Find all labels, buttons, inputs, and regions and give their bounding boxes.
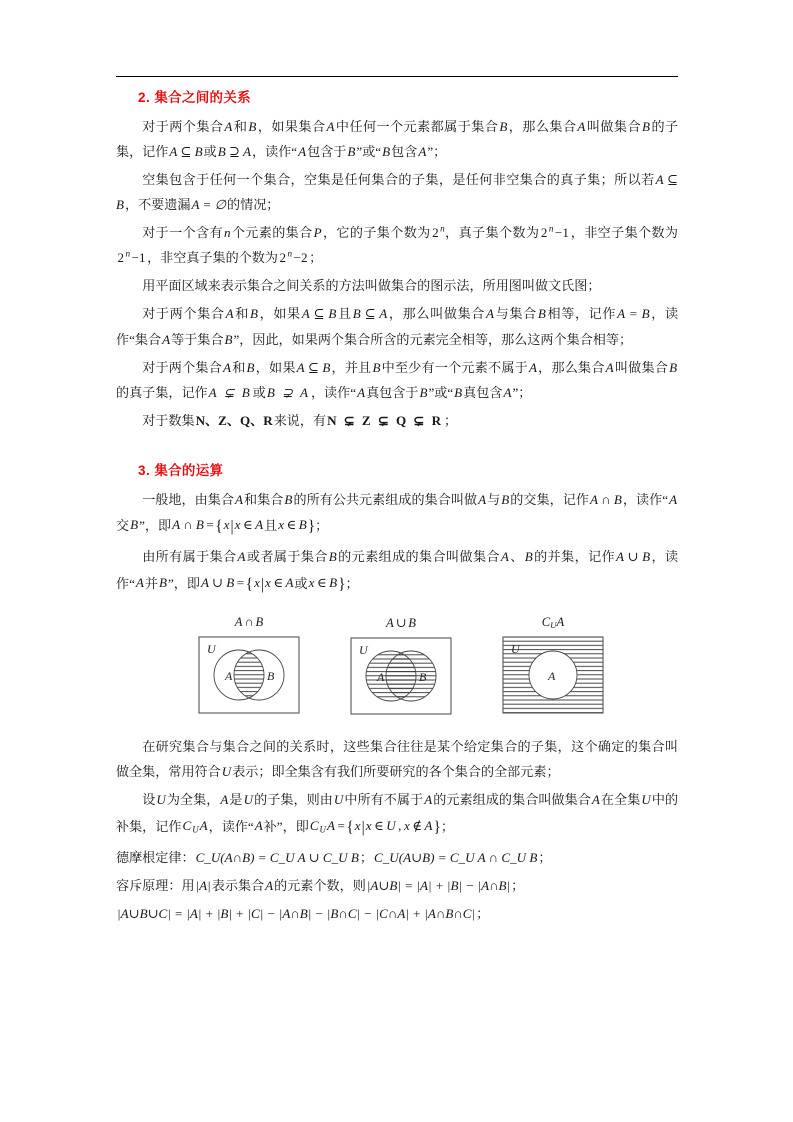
t: 对于数集	[142, 412, 195, 428]
math-complement-subscript-U: U	[319, 824, 326, 835]
math-B: B	[224, 331, 233, 347]
venn-set-b-label: B	[419, 670, 427, 685]
math-U: U	[641, 792, 651, 808]
math-A: A	[605, 359, 614, 375]
math-A: A	[162, 331, 171, 347]
math-A: A	[669, 491, 678, 507]
math-propersupset-BA: B ⊋ A	[266, 384, 310, 400]
caption-set-a: A	[234, 615, 243, 630]
t: ，那么集合	[537, 359, 605, 375]
math-A: A	[486, 306, 495, 322]
t: 在研究集合与集合之间的关系时，这些集合往往是某个给定集合的子集，这个确定的集合叫做全集，常用符合	[116, 739, 678, 780]
math-such-that-bar: |	[361, 818, 365, 836]
venn-diagram-complement	[501, 615, 605, 716]
t: ，不要遗漏	[125, 196, 191, 212]
math-inclusion-exclusion-2: |A∪B| = |A| + |B| − |A∩B|	[366, 878, 511, 894]
math-x: x	[265, 575, 271, 591]
t: ，并且	[331, 359, 372, 375]
math-B: B	[130, 517, 139, 533]
math-equals: =	[236, 575, 245, 591]
t: 在全集	[600, 792, 641, 808]
t: ，如果	[255, 359, 296, 375]
math-subset-BA: B ⊆ A	[352, 306, 388, 322]
t: 对于两个集合	[142, 359, 222, 375]
t: 的子集，则由	[254, 792, 333, 808]
t: ，读作“	[252, 143, 298, 159]
math-two: 2	[279, 250, 287, 266]
top-horizontal-rule	[116, 76, 678, 77]
t: ”；	[512, 384, 532, 400]
t: 中至少有一个元素不属于	[381, 359, 528, 375]
math-A: A	[220, 792, 229, 808]
math-A: A	[577, 118, 586, 134]
math-A-cup-B: A ∪ B	[616, 549, 651, 565]
t: ”，即	[139, 517, 172, 533]
section-spacer	[116, 436, 678, 462]
math-inclusion-exclusion-3: |A∪B∪C| = |A| + |B| + |C| − |A∩B| − |B∩C| − |C∩A| + |A∩B∩C|	[117, 906, 476, 922]
math-U: U	[156, 792, 166, 808]
section-title-2: 集合之间的关系	[154, 90, 251, 105]
math-x: x	[403, 818, 410, 834]
math-two: 2	[117, 250, 125, 266]
math-de-morgan-law-1	[195, 850, 360, 865]
t: ；	[511, 878, 525, 894]
t: ；	[345, 575, 359, 591]
math-equals: =	[337, 818, 345, 834]
t: 是	[229, 792, 243, 808]
venn-caption-complement	[542, 615, 564, 630]
math-U: U	[386, 818, 396, 834]
t: ，非空子集个数为	[570, 225, 679, 241]
math-minus-one: −1	[554, 225, 569, 241]
t: 的元素个数，则	[274, 878, 366, 894]
intersection-icon: ∩	[244, 615, 254, 630]
t: ，那么集合	[508, 118, 577, 134]
math-cardinality-A: |A|	[195, 878, 211, 894]
math-A: A	[424, 818, 433, 834]
math-B: B	[347, 143, 356, 159]
math-x: x	[308, 575, 315, 591]
math-A-cup-B: A ∪ B	[201, 575, 235, 591]
t: 的元素组成的集合叫做集合	[433, 792, 591, 808]
venn-diagram-row	[116, 615, 678, 716]
math-B: B	[537, 306, 546, 322]
t: 的所有公共元素组成的集合叫做	[293, 491, 478, 507]
math-A: A	[478, 491, 487, 507]
math-A-equals-B: A = B	[617, 306, 650, 322]
math-exponent-n: n	[548, 223, 554, 234]
paragraph-inclusion-exclusion	[116, 873, 678, 898]
math-A: A	[285, 575, 294, 591]
t: ，读作“	[622, 491, 669, 507]
t: ，读作“	[208, 818, 254, 834]
t: 补”，即	[263, 818, 309, 834]
math-U: U	[333, 792, 344, 808]
paragraph-set-equality	[116, 301, 678, 351]
caption-set-b: B	[408, 616, 416, 631]
t: ，它的子集个数为	[322, 225, 431, 241]
math-P: P	[313, 225, 322, 241]
math-A: A	[237, 549, 246, 565]
t-and: 且	[264, 517, 278, 533]
math-B: B	[669, 359, 678, 375]
t: ；	[309, 250, 323, 266]
t: 由所有属于集合	[142, 549, 237, 565]
t: ；	[440, 818, 454, 834]
math-A-cap-B: A ∩ B	[172, 517, 204, 533]
t: 的并集，记作	[533, 549, 616, 565]
t: 叫做集合	[586, 118, 641, 134]
math-minus-two: −2	[293, 250, 308, 266]
math-B: B	[501, 491, 510, 507]
t: 中的补集，记作	[116, 792, 679, 834]
math-comma: ,	[398, 818, 402, 834]
t: ，读作“	[310, 384, 357, 400]
t: 对于一个含有	[142, 225, 223, 241]
math-A: A	[254, 818, 263, 834]
math-B: B	[246, 359, 255, 375]
math-subset-AB: A ⊆ B	[116, 171, 678, 212]
venn-set-b-label: B	[267, 669, 275, 684]
t: 空集包含于任何一个集合，空集是任何集合的子集，是任何非空集合的真子集；所以若	[142, 171, 655, 187]
math-A: A	[418, 143, 427, 159]
t: ，如果集合	[257, 118, 326, 134]
de-morgan-law-2-text: C_U(A∪B) = C_U A ∩ C_U B	[374, 850, 538, 866]
math-x: x	[365, 818, 372, 834]
de-morgan-label: 德摩根定律：	[116, 850, 195, 866]
t: ，那么叫做集合	[388, 306, 486, 322]
paragraph-number-sets	[116, 408, 678, 433]
t: 或	[252, 384, 266, 400]
math-B: B	[248, 118, 257, 134]
t: ；	[315, 517, 329, 533]
t: ，读作“	[116, 549, 679, 591]
math-element-of: ∈	[242, 517, 253, 533]
section-number-3: 3.	[138, 463, 151, 479]
t: 或	[203, 143, 217, 159]
math-U: U	[221, 764, 232, 780]
caption-set-a: A	[386, 616, 394, 631]
section-heading-2	[116, 89, 678, 107]
paragraph-union-definition	[116, 544, 678, 599]
math-such-that-bar: |	[230, 517, 234, 535]
math-A: A	[500, 549, 509, 565]
paragraph-proper-subset	[116, 355, 678, 405]
t: 真包含于	[366, 384, 419, 400]
t: ”，因此，如果两个集合所含的元素完全相等，那么这两个集合相等；	[233, 331, 633, 347]
paragraph-subset-counts	[116, 220, 678, 270]
math-A: A	[135, 575, 144, 591]
math-exponent-n: n	[125, 248, 131, 259]
t: 和	[234, 306, 249, 322]
math-two: 2	[432, 225, 439, 241]
math-number-sets: N、Z、Q、R	[195, 412, 273, 428]
t: ，如果	[258, 306, 301, 322]
paragraph-subset-definition	[116, 114, 678, 164]
t: ；	[476, 906, 490, 922]
math-subset-AB: A ⊆ B	[169, 143, 203, 159]
math-B: B	[372, 359, 381, 375]
t: 和	[232, 359, 246, 375]
venn-svg-intersection	[197, 635, 301, 715]
caption-set-a: A	[556, 615, 565, 630]
math-B: B	[298, 517, 307, 533]
math-B: B	[249, 306, 258, 322]
venn-caption-union	[386, 615, 416, 631]
math-two: 2	[540, 225, 548, 241]
t: 相等，记作	[546, 306, 617, 322]
t: 中任何一个元素都属于集合	[335, 118, 499, 134]
math-B: B	[284, 491, 293, 507]
math-equals: =	[206, 517, 214, 533]
math-A: A	[424, 792, 433, 808]
paragraph-intersection-definition	[116, 487, 678, 542]
t: ”，即	[168, 575, 200, 591]
math-complement-C: C	[309, 818, 319, 834]
t: 或者属于集合	[246, 549, 328, 565]
t: ”或“	[356, 143, 382, 159]
math-minus-one: −1	[131, 250, 146, 266]
math-propersubset-AB: A ⊊ B	[208, 384, 252, 400]
t: 的子集，记作	[116, 118, 679, 159]
math-A: A	[326, 818, 335, 834]
caption-complement-c: C	[541, 615, 551, 630]
math-A: A	[298, 143, 307, 159]
math-B: B	[419, 384, 428, 400]
t: 交	[116, 517, 130, 533]
paragraph-universal-set	[116, 734, 678, 784]
t: ”；	[427, 143, 447, 159]
t: 包含	[391, 143, 418, 159]
math-B: B	[499, 118, 508, 134]
t: 个元素的集合	[231, 225, 313, 241]
math-brace-open: {	[215, 517, 223, 535]
math-complement-C: C	[182, 818, 192, 834]
math-A: A	[357, 384, 366, 400]
math-de-morgan-law-2	[373, 850, 538, 865]
math-brace-close: }	[307, 517, 316, 535]
math-n: n	[223, 225, 231, 241]
t: 真包含	[463, 384, 503, 400]
section-title-3: 集合的运算	[154, 463, 224, 479]
t: ，读作“集合	[116, 306, 679, 347]
math-B: B	[454, 384, 463, 400]
math-A: A	[199, 818, 208, 834]
math-number-set-chain: N ⊊ Z ⊊ Q ⊊ R	[327, 412, 443, 428]
math-such-that-bar: |	[260, 575, 264, 593]
math-U: U	[243, 792, 254, 808]
section-number-2: 2.	[138, 90, 151, 105]
venn-set-a-label: A	[225, 669, 233, 684]
t: 叫做集合	[614, 359, 669, 375]
math-A: A	[223, 359, 231, 375]
math-subset-AB: A ⊆ B	[301, 306, 337, 322]
t: 且	[337, 306, 352, 322]
paragraph-empty-set	[116, 167, 678, 217]
t: 设	[142, 792, 156, 808]
t: 与	[487, 491, 501, 507]
math-A: A	[503, 384, 512, 400]
t: 表示；即全集含有我们所要研究的各个集合的全部元素；	[232, 764, 560, 780]
section-heading-3	[116, 462, 678, 480]
t: ；	[359, 850, 374, 866]
venn-universe-label: U	[207, 642, 216, 657]
venn-universe-label: U	[511, 642, 520, 657]
venn-diagram-union	[349, 615, 453, 716]
math-A: A	[224, 118, 233, 134]
math-B: B	[328, 549, 337, 565]
math-A: A	[326, 118, 335, 134]
math-A: A	[235, 491, 244, 507]
t: 一般地，由集合	[142, 491, 235, 507]
de-morgan-law-1-text: C_U(A∩B) = C_U A ∪ C_U B	[195, 850, 359, 866]
t: 的真子集，记作	[116, 384, 208, 400]
math-A: A	[265, 878, 274, 894]
t: 与集合	[495, 306, 537, 322]
math-complement-subscript-U: U	[192, 824, 199, 835]
math-A: A	[255, 517, 264, 533]
math-supset-BA: B ⊇ A	[217, 143, 252, 159]
t-or: 或	[294, 575, 308, 591]
math-subset-AB: A ⊆ B	[296, 359, 331, 375]
t: 表示集合	[211, 878, 265, 894]
t: 的情况；	[227, 196, 280, 212]
union-icon: ∪	[395, 616, 407, 631]
venn-set-a-label: A	[548, 669, 556, 684]
math-x: x	[278, 517, 284, 533]
t: ，真子集个数为	[444, 225, 540, 241]
math-element-of: ∈	[374, 818, 384, 834]
t: 和集合	[244, 491, 284, 507]
math-brace-close: }	[338, 575, 346, 593]
t: 对于两个集合	[142, 118, 224, 134]
math-element-of: ∈	[273, 575, 284, 591]
caption-universe-subscript: U	[550, 619, 557, 630]
venn-svg-union	[349, 636, 453, 716]
t: 来说，有	[273, 412, 327, 428]
math-brace-open: {	[346, 818, 354, 836]
venn-diagram-intersection	[197, 615, 301, 716]
t: 等于集合	[171, 331, 224, 347]
paragraph-inclusion-exclusion-three	[116, 901, 678, 926]
math-B: B	[382, 143, 391, 159]
math-exponent-n: n	[287, 248, 293, 259]
t: ；	[444, 412, 458, 428]
math-x: x	[223, 517, 230, 533]
caption-set-b: B	[255, 615, 264, 630]
t: 对于两个集合	[142, 306, 225, 322]
t: 并	[144, 575, 158, 591]
math-x: x	[254, 575, 260, 591]
t: 包含于	[307, 143, 347, 159]
math-B: B	[329, 575, 338, 591]
math-brace-close: }	[433, 818, 441, 836]
math-B: B	[524, 549, 533, 565]
t: 中所有不属于	[344, 792, 424, 808]
t: ”或“	[428, 384, 454, 400]
math-element-of: ∈	[286, 517, 297, 533]
paragraph-de-morgan	[116, 845, 678, 870]
t: 和	[233, 118, 248, 134]
t: ，非空真子集的个数为	[147, 250, 278, 266]
math-element-of: ∈	[316, 575, 327, 591]
inclusion-exclusion-label: 容斥原理：用	[116, 878, 195, 894]
math-x: x	[354, 818, 361, 834]
paragraph-venn-method: 用平面区域来表示集合之间关系的方法叫做集合的图示法，所用图叫做文氏图；	[142, 278, 601, 294]
t: 的元素组成的集合叫做集合	[337, 549, 500, 565]
math-A-equals-emptyset: A = ∅	[191, 196, 227, 212]
math-A: A	[225, 306, 234, 322]
page-content	[116, 76, 678, 930]
t: 为全集，	[166, 792, 220, 808]
math-B: B	[642, 118, 650, 134]
math-A: A	[528, 359, 537, 375]
paragraph-complement-definition	[116, 787, 678, 842]
t: 的交集，记作	[510, 491, 590, 507]
math-x: x	[234, 517, 241, 533]
math-B: B	[159, 575, 167, 591]
t: ；	[538, 850, 552, 866]
math-A-cap-B: A ∩ B	[590, 491, 622, 507]
venn-svg-complement	[501, 635, 605, 715]
math-exponent-n: n	[440, 223, 445, 234]
venn-universe-label: U	[359, 643, 368, 658]
math-A: A	[591, 792, 600, 808]
t: 、	[509, 549, 524, 565]
math-not-element-of: ∉	[412, 818, 422, 834]
math-brace-open: {	[245, 575, 254, 593]
venn-set-a-label: A	[377, 670, 385, 685]
venn-caption-intersection	[235, 615, 264, 630]
